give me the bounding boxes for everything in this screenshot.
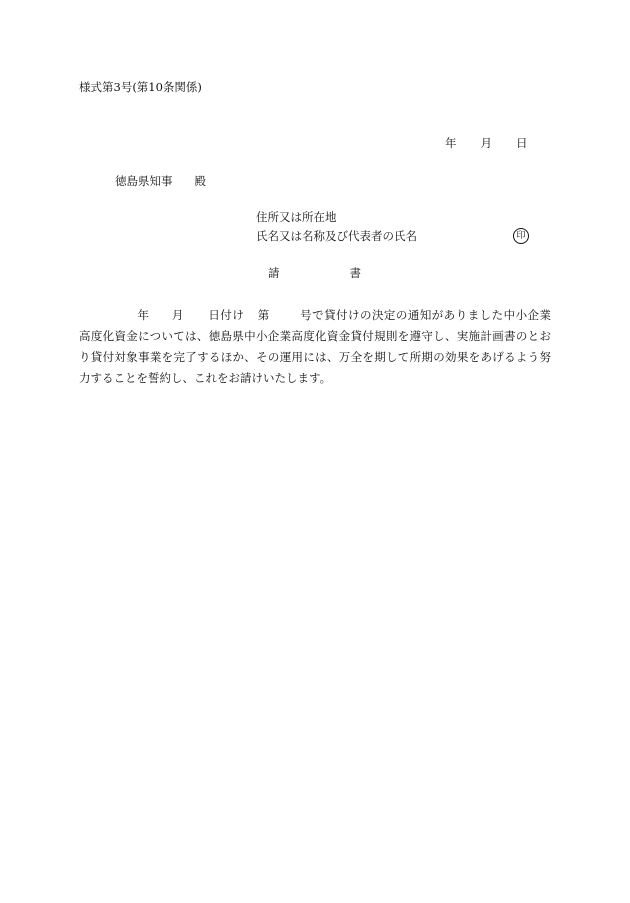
title-char-1: 請 bbox=[268, 266, 280, 280]
form-number: 様式第3号(第10条関係) bbox=[79, 80, 202, 94]
body-year: 年 bbox=[137, 308, 150, 322]
body-date-suffix: 日付け bbox=[207, 308, 245, 322]
addressee-name: 徳島県知事 bbox=[115, 174, 173, 188]
body-line-4: 力することを誓約し、これをお請けいたします。 bbox=[79, 371, 332, 385]
body-number-prefix: 第 bbox=[257, 308, 270, 322]
title-char-2: 書 bbox=[349, 266, 361, 280]
date-year: 年 bbox=[445, 136, 457, 150]
body-line-1-rest: 号で貸付けの決定の通知がありました中小企業 bbox=[299, 308, 552, 322]
body-month: 月 bbox=[171, 308, 184, 322]
addressee-honorific: 殿 bbox=[194, 174, 206, 188]
document-title bbox=[268, 268, 361, 280]
addressee bbox=[115, 176, 206, 188]
body-line-2: 高度化資金については、徳島県中小企業高度化資金貸付規則を遵守し、実施計画書のとお bbox=[79, 329, 551, 343]
body-text bbox=[79, 305, 551, 389]
body-line-3: り貸付対象事業を完了するほか、その運用には、万全を期して所期の効果をあげるよう努 bbox=[79, 350, 551, 364]
name-label: 氏名又は名称及び代表者の氏名 bbox=[256, 229, 417, 243]
date-month: 月 bbox=[480, 136, 492, 150]
body-line-1 bbox=[79, 305, 551, 326]
address-label: 住所又は所在地 bbox=[256, 210, 337, 224]
date-day: 日 bbox=[516, 136, 528, 150]
seal-mark: 印 bbox=[513, 228, 529, 244]
date-line bbox=[445, 138, 528, 150]
